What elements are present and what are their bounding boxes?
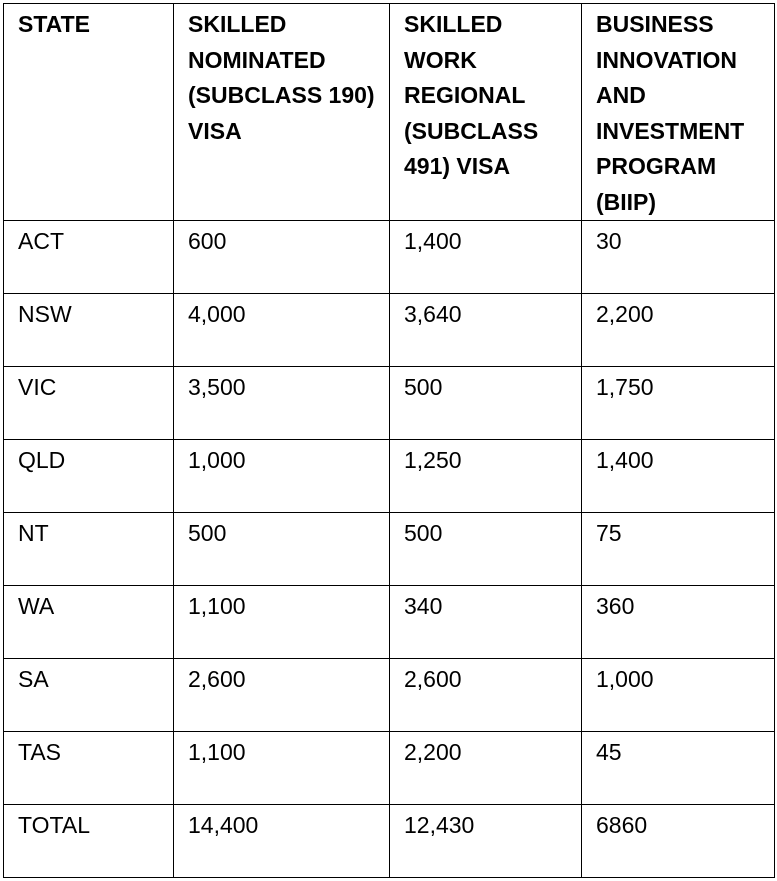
table-row-qld — [4, 440, 775, 513]
cell-state: SA — [4, 659, 174, 732]
cell-biip: 45 — [582, 732, 775, 805]
cell-491: 500 — [390, 367, 582, 440]
cell-491: 2,600 — [390, 659, 582, 732]
cell-190: 500 — [174, 513, 390, 586]
table-row-wa — [4, 586, 775, 659]
visa-allocation-table — [3, 3, 775, 878]
table-row-tas — [4, 732, 775, 805]
cell-190: 2,600 — [174, 659, 390, 732]
table-row-act — [4, 221, 775, 294]
cell-biip: 30 — [582, 221, 775, 294]
cell-190: 14,400 — [174, 805, 390, 878]
table-row-nt — [4, 513, 775, 586]
cell-190: 3,500 — [174, 367, 390, 440]
cell-491: 1,400 — [390, 221, 582, 294]
cell-190: 4,000 — [174, 294, 390, 367]
cell-190: 1,000 — [174, 440, 390, 513]
cell-state: QLD — [4, 440, 174, 513]
cell-state: NT — [4, 513, 174, 586]
cell-biip: 1,750 — [582, 367, 775, 440]
cell-biip: 2,200 — [582, 294, 775, 367]
cell-190: 600 — [174, 221, 390, 294]
table-row-total — [4, 805, 775, 878]
cell-491: 12,430 — [390, 805, 582, 878]
cell-state: WA — [4, 586, 174, 659]
table-row-sa — [4, 659, 775, 732]
cell-biip: 75 — [582, 513, 775, 586]
cell-state: NSW — [4, 294, 174, 367]
cell-190: 1,100 — [174, 586, 390, 659]
header-row — [4, 4, 775, 221]
cell-state: VIC — [4, 367, 174, 440]
cell-491: 500 — [390, 513, 582, 586]
header-biip: BUSINESS INNOVATION AND INVESTMENT PROGRAM (BIIP) — [582, 4, 775, 221]
cell-190: 1,100 — [174, 732, 390, 805]
cell-biip: 1,400 — [582, 440, 775, 513]
cell-biip: 360 — [582, 586, 775, 659]
cell-state: TAS — [4, 732, 174, 805]
cell-491: 2,200 — [390, 732, 582, 805]
header-subclass-491: SKILLED WORK REGIONAL (SUBCLASS 491) VISA — [390, 4, 582, 221]
table-row-nsw — [4, 294, 775, 367]
header-subclass-190: SKILLED NOMINATED (SUBCLASS 190) VISA — [174, 4, 390, 221]
cell-491: 340 — [390, 586, 582, 659]
header-state: STATE — [4, 4, 174, 221]
cell-state: TOTAL — [4, 805, 174, 878]
cell-state: ACT — [4, 221, 174, 294]
cell-491: 3,640 — [390, 294, 582, 367]
cell-biip: 1,000 — [582, 659, 775, 732]
table-row-vic — [4, 367, 775, 440]
cell-491: 1,250 — [390, 440, 582, 513]
cell-biip: 6860 — [582, 805, 775, 878]
